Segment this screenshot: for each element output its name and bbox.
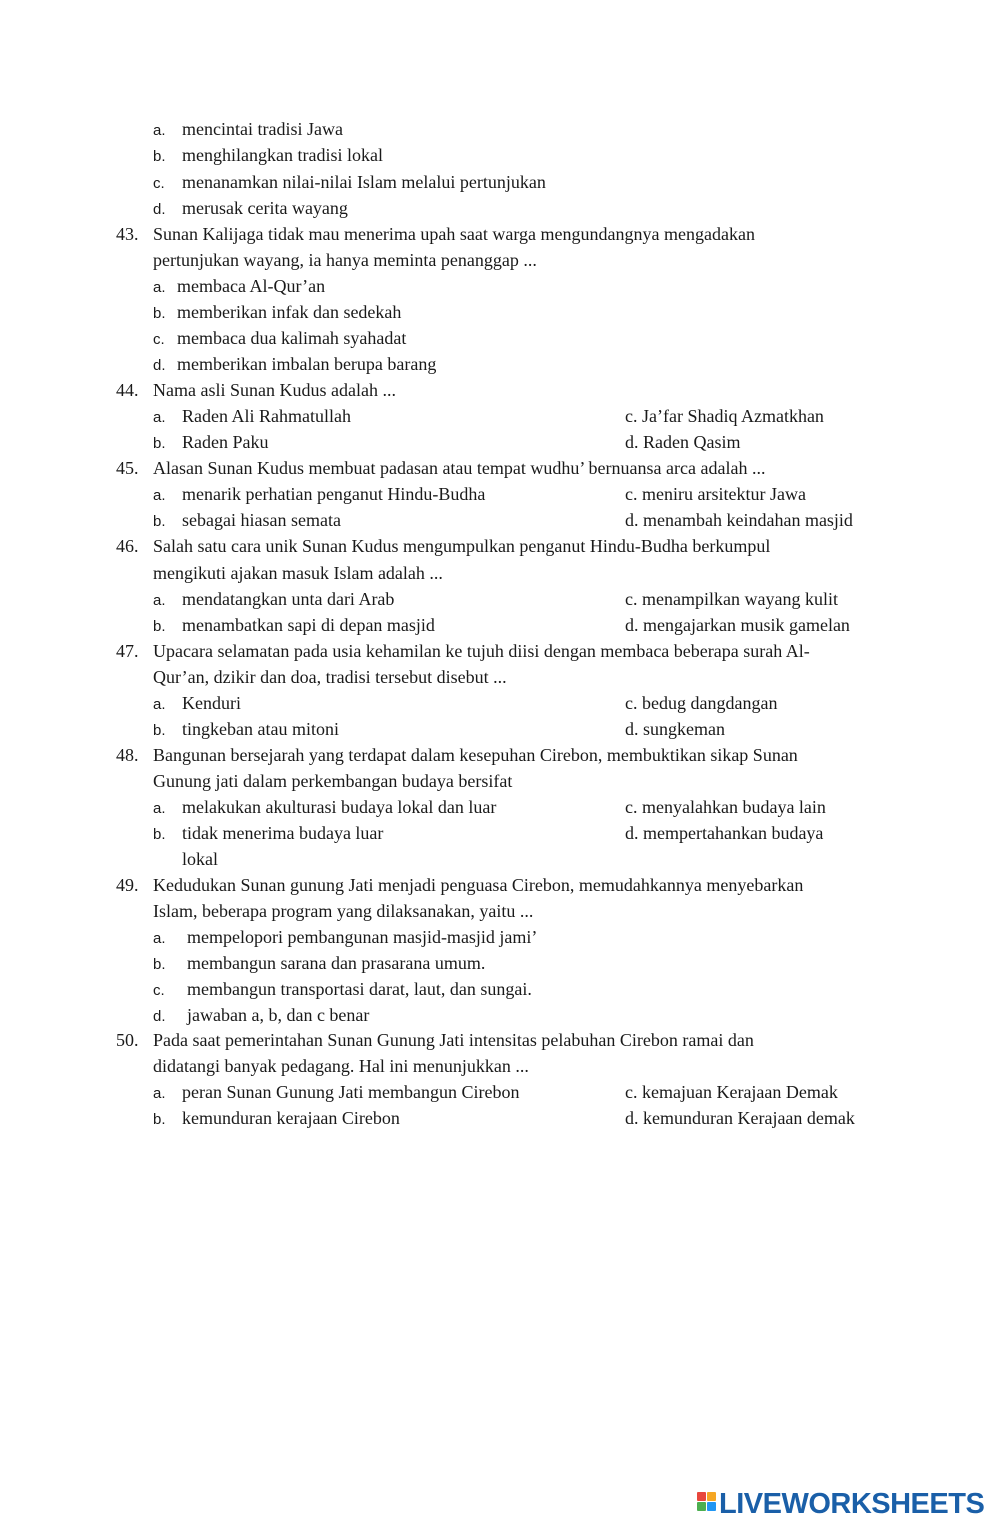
option-text: menghilangkan tradisi lokal [182, 145, 383, 165]
option-letter: a. [153, 800, 166, 817]
question-number: 48. [116, 745, 139, 765]
option-50c[interactable]: c. kemajuan Kerajaan Demak [625, 1082, 838, 1102]
option-letter: d. [153, 201, 166, 218]
option-letter: a. [153, 409, 166, 426]
option-letter: c. [153, 175, 165, 192]
question-text: Pada saat pemerintahan Sunan Gunung Jati intensitas pelabuhan Cirebon ramai dan [153, 1030, 754, 1050]
option-42a[interactable] [153, 118, 343, 142]
question-number: 49. [116, 875, 139, 895]
option-letter: a. [153, 279, 166, 296]
liveworksheets-logo-icon [697, 1490, 717, 1518]
question-50-cont: didatangi banyak pedagang. Hal ini menunjukkan ... [153, 1056, 529, 1076]
option-letter: a. [153, 487, 166, 504]
option-text: jawaban a, b, dan c benar [187, 1005, 370, 1025]
option-49b[interactable] [153, 952, 485, 976]
option-49a[interactable] [153, 926, 537, 950]
option-45a[interactable] [153, 483, 485, 507]
option-text: menambatkan sapi di depan masjid [182, 615, 435, 635]
question-text: Salah satu cara unik Sunan Kudus mengumpulkan penganut Hindu-Budha berkumpul [153, 536, 771, 556]
option-letter: b. [153, 722, 166, 739]
question-number: 47. [116, 641, 139, 661]
option-text: mendatangkan unta dari Arab [182, 589, 395, 609]
option-letter: b. [153, 956, 166, 973]
question-45 [116, 457, 765, 479]
option-44a[interactable] [153, 405, 351, 429]
option-letter: b. [153, 618, 166, 635]
question-text: Alasan Sunan Kudus membuat padasan atau tempat wudhu’ bernuansa arca adalah ... [153, 458, 766, 478]
question-46-cont: mengikuti ajakan masuk Islam adalah ... [153, 563, 443, 583]
option-44d[interactable]: d. Raden Qasim [625, 432, 741, 452]
option-text: membaca dua kalimah syahadat [177, 328, 407, 348]
question-text: Sunan Kalijaga tidak mau menerima upah saat warga mengundangnya mengadakan [153, 224, 755, 244]
option-text: Raden Ali Rahmatullah [182, 406, 351, 426]
option-text: membangun transportasi darat, laut, dan sungai. [187, 979, 532, 999]
option-text: membaca Al-Qur’an [177, 276, 326, 296]
option-48c[interactable]: c. menyalahkan budaya lain [625, 797, 826, 817]
option-text: melakukan akulturasi budaya lokal dan luar [182, 797, 497, 817]
option-42d[interactable] [153, 197, 348, 221]
question-number: 43. [116, 224, 139, 244]
option-46c[interactable]: c. menampilkan wayang kulit [625, 589, 838, 609]
option-text: mempelopori pembangunan masjid-masjid jami’ [187, 927, 538, 947]
question-47-cont: Qur’an, dzikir dan doa, tradisi tersebut disebut ... [153, 667, 507, 687]
option-letter: d. [153, 1008, 166, 1025]
option-43a[interactable] [153, 275, 325, 299]
question-text: Bangunan bersejarah yang terdapat dalam kesepuhan Cirebon, membuktikan sikap Sunan [153, 745, 798, 765]
question-48-cont: Gunung jati dalam perkembangan budaya bersifat [153, 771, 513, 791]
option-letter: a. [153, 696, 166, 713]
logo-text: LIVEWORKSHEETS [719, 1487, 985, 1520]
option-45b[interactable] [153, 509, 341, 533]
option-42b[interactable] [153, 144, 383, 168]
option-48b[interactable] [153, 822, 383, 846]
option-letter: c. [153, 331, 165, 348]
option-letter: a. [153, 592, 166, 609]
question-number: 44. [116, 380, 139, 400]
question-text: Nama asli Sunan Kudus adalah ... [153, 380, 396, 400]
option-text: memberikan imbalan berupa barang [177, 354, 437, 374]
question-number: 45. [116, 458, 139, 478]
option-text: menanamkan nilai-nilai Islam melalui pertunjukan [182, 172, 546, 192]
option-50b[interactable] [153, 1107, 400, 1131]
option-letter: b. [153, 513, 166, 530]
question-48 [116, 744, 798, 766]
question-46 [116, 535, 770, 557]
question-44 [116, 379, 396, 401]
option-47b[interactable] [153, 718, 339, 742]
option-42c[interactable] [153, 171, 546, 195]
question-43-cont: pertunjukan wayang, ia hanya meminta penanggap ... [153, 250, 537, 270]
option-47d[interactable]: d. sungkeman [625, 719, 725, 739]
question-text: Kedudukan Sunan gunung Jati menjadi penguasa Cirebon, memudahkannya menyebarkan [153, 875, 804, 895]
option-45d[interactable]: d. menambah keindahan masjid [625, 510, 853, 530]
option-text: mencintai tradisi Jawa [182, 119, 343, 139]
option-46d[interactable]: d. mengajarkan musik gamelan [625, 615, 850, 635]
option-letter: d. [153, 357, 166, 374]
question-50 [116, 1029, 754, 1051]
option-text: menarik perhatian penganut Hindu-Budha [182, 484, 486, 504]
option-47a[interactable] [153, 692, 241, 716]
option-text: tingkeban atau mitoni [182, 719, 339, 739]
option-50a[interactable] [153, 1081, 519, 1105]
option-letter: a. [153, 122, 166, 139]
option-letter: c. [153, 982, 165, 999]
option-letter: b. [153, 435, 166, 452]
option-46b[interactable] [153, 614, 435, 638]
option-text: tidak menerima budaya luar [182, 823, 384, 843]
option-49c[interactable] [153, 978, 532, 1002]
option-text: kemunduran kerajaan Cirebon [182, 1108, 400, 1128]
option-48a[interactable] [153, 796, 496, 820]
option-text: Kenduri [182, 693, 241, 713]
question-number: 50. [116, 1030, 139, 1050]
option-letter: b. [153, 148, 166, 165]
option-50d[interactable]: d. kemunduran Kerajaan demak [625, 1108, 855, 1128]
option-48d-cont: lokal [182, 849, 218, 869]
option-letter: a. [153, 930, 166, 947]
option-46a[interactable] [153, 588, 394, 612]
option-text: Raden Paku [182, 432, 269, 452]
option-44c[interactable]: c. Ja’far Shadiq Azmatkhan [625, 406, 824, 426]
option-47c[interactable]: c. bedug dangdangan [625, 693, 778, 713]
option-letter: b. [153, 305, 166, 322]
question-43 [116, 223, 755, 245]
option-text: peran Sunan Gunung Jati membangun Cirebon [182, 1082, 520, 1102]
liveworksheets-logo [697, 1488, 984, 1520]
option-letter: a. [153, 1085, 166, 1102]
option-text: sebagai hiasan semata [182, 510, 341, 530]
option-text: membangun sarana dan prasarana umum. [187, 953, 486, 973]
option-letter: b. [153, 826, 166, 843]
option-48d[interactable]: d. mempertahankan budaya [625, 823, 824, 843]
question-text: Upacara selamatan pada usia kehamilan ke tujuh diisi dengan membaca beberapa surah Al- [153, 641, 810, 661]
question-49 [116, 874, 803, 896]
option-45c[interactable]: c. meniru arsitektur Jawa [625, 484, 806, 504]
option-44b[interactable] [153, 431, 268, 455]
option-43c[interactable] [153, 327, 406, 351]
option-letter: b. [153, 1111, 166, 1128]
question-number: 46. [116, 536, 139, 556]
option-text: memberikan infak dan sedekah [177, 302, 402, 322]
option-49d[interactable] [153, 1004, 369, 1028]
option-43b[interactable] [153, 301, 401, 325]
option-text: merusak cerita wayang [182, 198, 348, 218]
question-47 [116, 640, 810, 662]
question-49-cont: Islam, beberapa program yang dilaksanakan, yaitu ... [153, 901, 534, 921]
option-43d[interactable] [153, 353, 436, 377]
